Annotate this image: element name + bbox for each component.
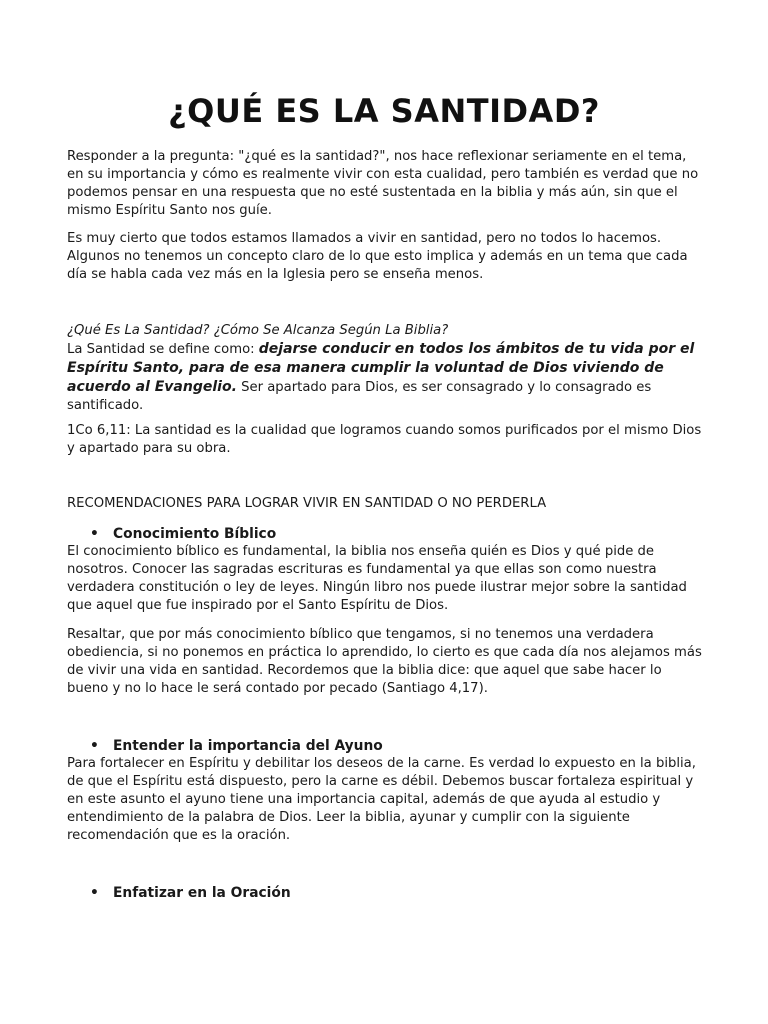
- recommendations-heading: RECOMENDACIONES PARA LOGRAR VIVIR EN SANTIDAD O NO PERDERLA: [67, 496, 547, 511]
- bullet-icon: •: [90, 738, 99, 754]
- definition-question: ¿Qué Es La Santidad? ¿Cómo Se Alcanza Según La Biblia?: [67, 323, 449, 338]
- definition-paragraph: [67, 340, 707, 415]
- definition-rest: Ser apartado para Dios, es ser consagrado y lo consagrado es santificado.: [67, 380, 652, 413]
- verse-paragraph: 1Co 6,11: La santidad es la cualidad que logramos cuando somos purificados por el mismo Dios y apartado para su obra.: [67, 423, 702, 456]
- bullet-item-ayuno: [90, 737, 690, 755]
- definition-emphasis: dejarse conducir en todos los ámbitos de tu vida por el Espíritu Santo, para de esa manera cumplir la voluntad de Dios viviendo de acuerdo al Evangelio.: [67, 341, 695, 395]
- page-title: ¿QUÉ ES LA SANTIDAD?: [168, 92, 600, 130]
- bullet-icon: •: [90, 526, 99, 542]
- bullet-item-oracion: [90, 884, 690, 902]
- conocimiento-paragraph-2: Resaltar, que por más conocimiento bíblico que tengamos, si no tenemos una verdadera obediencia, si no ponemos en práctica lo aprendido, lo cierto es que cada día nos alejamos más de vivir una vida en santidad. Recordemos que la biblia dice: que aquel que sabe hacer lo bueno y no lo hace le será contado por pecado (Santiago 4,17).: [67, 627, 702, 696]
- bullet-label: Enfatizar en la Oración: [113, 885, 291, 901]
- conocimiento-paragraph-1: El conocimiento bíblico es fundamental, la biblia nos enseña quién es Dios y qué pide de nosotros. Conocer las sagradas escrituras es fundamental ya que ellas son como nuestra verdadera constitución o ley de leyes. Ningún libro nos puede ilustrar mejor sobre la santidad que aquel que fue inspirado por el Santo Espíritu de Dios.: [67, 544, 687, 613]
- bullet-item-conocimiento: [90, 525, 690, 543]
- intro-paragraph-1: Responder a la pregunta: "¿qué es la santidad?", nos hace reflexionar seriamente en el tema, en su importancia y cómo es realmente vivir con esta cualidad, pero también es verdad que no podemos pensar en una respuesta que no esté sustentada en la biblia y más aún, sin que el mismo Espíritu Santo nos guíe.: [67, 149, 699, 218]
- definition-lead: La Santidad se define como:: [67, 342, 259, 357]
- bullet-label: Entender la importancia del Ayuno: [113, 738, 383, 754]
- ayuno-paragraph: Para fortalecer en Espíritu y debilitar los deseos de la carne. Es verdad lo expuesto en la biblia, de que el Espíritu está dispuesto, pero la carne es débil. Debemos buscar fortaleza espiritual y en este asunto el ayuno tiene una importancia capital, además de que ayuda al estudio y entendimiento de la palabra de Dios. Leer la biblia, ayunar y cumplir con la siguiente recomendación que es la oración.: [67, 756, 696, 843]
- bullet-icon: •: [90, 885, 99, 901]
- bullet-label: Conocimiento Bíblico: [113, 526, 277, 542]
- intro-paragraph-2: Es muy cierto que todos estamos llamados a vivir en santidad, pero no todos lo hacemos. Algunos no tenemos un concepto claro de lo que esto implica y además en un tema que cada día se habla cada vez más en la Iglesia pero se enseña menos.: [67, 231, 688, 282]
